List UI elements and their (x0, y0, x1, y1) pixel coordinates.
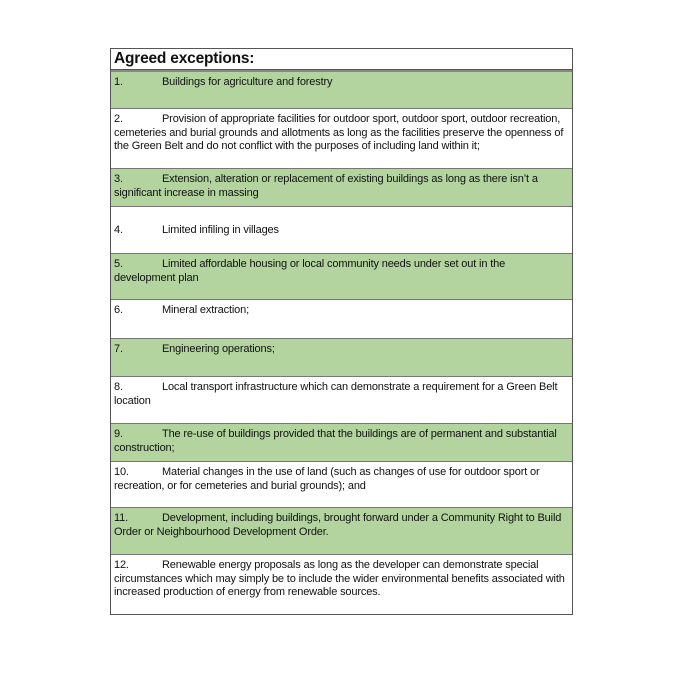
row-text: Mineral extraction; (162, 304, 250, 316)
exception-row-12 (111, 554, 572, 614)
exception-row-9 (111, 423, 572, 461)
exception-row-3 (111, 168, 572, 206)
row-text: Material changes in the use of land (such as changes of use for outdoor sport or recreation, or for cemeteries and burial grounds); and (114, 466, 540, 492)
row-text: Renewable energy proposals as long as the developer can demonstrate special circumstances which may simply be to include the wider environmental benefits associated with increased production of energy from renewable sources. (114, 559, 565, 599)
row-text: The re-use of buildings provided that the buildings are of permanent and substantial construction; (114, 428, 557, 454)
exception-row-10 (111, 461, 572, 507)
exception-row-11 (111, 507, 572, 554)
row-number: 2. (114, 113, 123, 125)
row-text: Limited affordable housing or local community needs under set out in the development plan (114, 258, 506, 284)
row-number: 4. (114, 224, 123, 236)
row-number: 5. (114, 258, 123, 270)
row-text: Provision of appropriate facilities for outdoor sport, outdoor sport, outdoor recreation, cemeteries and burial grounds and allotments as long as the facilities preserve the openness of the Green Belt and do not conflict with the purposes of including land within it; (114, 113, 564, 153)
row-number: 10. (114, 466, 129, 478)
row-number: 9. (114, 428, 123, 440)
table-title: Agreed exceptions: (111, 48, 572, 70)
exception-row-6 (111, 299, 572, 338)
row-text: Extension, alteration or replacement of existing buildings as long as there isn’t a significant increase in massing (114, 173, 538, 199)
row-text: Engineering operations; (162, 343, 275, 355)
row-text: Development, including buildings, brought forward under a Community Right to Build Order or Neighbourhood Development Order. (114, 512, 562, 538)
row-number: 11. (114, 512, 129, 524)
row-number: 12. (114, 559, 129, 571)
exception-row-1 (111, 70, 572, 108)
row-number: 6. (114, 304, 123, 316)
row-text: Buildings for agriculture and forestry (162, 76, 333, 88)
exceptions-table (110, 48, 573, 615)
exception-row-7 (111, 338, 572, 376)
row-number: 3. (114, 173, 123, 185)
row-number: 8. (114, 381, 123, 393)
exception-row-8 (111, 376, 572, 423)
row-number: 7. (114, 343, 123, 355)
row-text: Local transport infrastructure which can demonstrate a requirement for a Green Belt location (114, 381, 558, 407)
exception-row-5 (111, 253, 572, 299)
row-number: 1. (114, 76, 123, 88)
exception-row-2 (111, 108, 572, 168)
row-text: Limited infiling in villages (162, 224, 279, 236)
exception-row-4 (111, 206, 572, 253)
